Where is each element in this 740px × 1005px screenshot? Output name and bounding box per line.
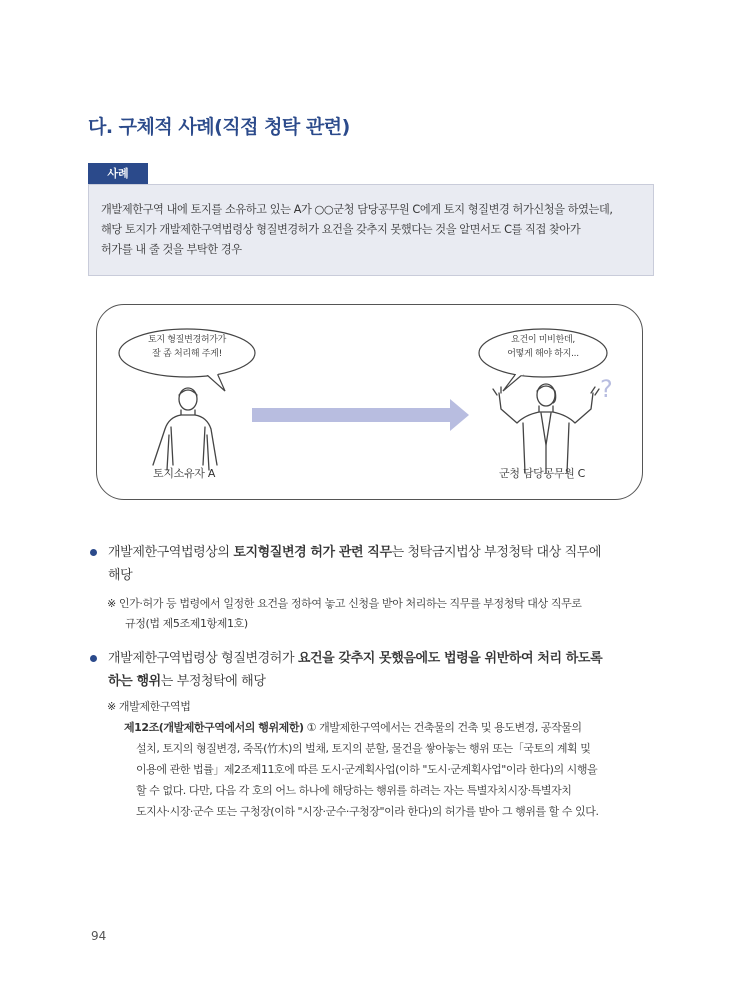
law-line-2: 설치, 토지의 형질변경, 죽목(竹木)의 벌채, 토지의 분할, 물건을 쌓아놓는 행위 또는「국토의 계획 및: [136, 742, 591, 755]
bullet-item-1: [90, 541, 670, 587]
law-line-5: 도지사·시장·군수 또는 구청장(이하 "시장·군수·구청장"이라 한다)의 허가를 받아 그 행위를 할 수 있다.: [136, 805, 599, 818]
right-bubble-text: [489, 333, 597, 361]
case-line-2: 해당 토지가 개발제한구역법령상 형질변경허가 요건을 갖추지 못했다는 것을 알면서도 C를 직접 찾아가: [101, 223, 581, 236]
right-bubble-line-1: 요건이 미비한데,: [511, 335, 575, 345]
page-number: 94: [91, 929, 107, 943]
illustration-panel: [96, 304, 643, 500]
law-line-3: 이용에 관한 법률」제2조제11호에 따른 도시·군계획사업(이하 "도시·군계획사업"이라 한다)의 시행을: [136, 763, 598, 776]
right-bubble-line-2: 어떻게 해야 하지...: [507, 349, 579, 359]
case-box: [88, 184, 654, 276]
law-article: [124, 717, 658, 822]
bullet1-bold: 토지형질변경 허가 관련 직무: [233, 545, 392, 560]
law-article-title: 제12조(개발제한구역에서의 행위제한): [124, 721, 304, 734]
section-title: 다. 구체적 사례(직접 청탁 관련): [88, 116, 350, 138]
bullet1-line2: 해당: [108, 568, 133, 583]
note-1: [107, 594, 667, 634]
left-bubble-text: [131, 333, 243, 361]
case-line-1: 개발제한구역 내에 토지를 소유하고 있는 A가 ○○군청 담당공무원 C에게 토지 형질변경 허가신청을 하였는데,: [101, 203, 613, 216]
bullet1-pre: 개발제한구역법령상의: [108, 545, 234, 560]
question-mark-icon: ?: [600, 375, 613, 403]
law-line-4: 할 수 없다. 다만, 다음 각 호의 어느 하나에 해당하는 행위를 하려는 자는 특별자치시장·특별자치: [136, 784, 572, 797]
bullet-dot-icon: [90, 549, 97, 556]
left-bubble-line-1: 토지 형질변경허가가: [147, 335, 227, 345]
bullet2-post: 는 부정청탁에 해당: [160, 674, 266, 689]
law-line-1: ① 개발제한구역에서는 건축물의 건축 및 용도변경, 공작물의: [303, 721, 582, 734]
bullet2-bold2: 하는 행위: [108, 674, 161, 689]
note-2-title: ※ 개발제한구역법: [107, 700, 191, 713]
left-bubble-line-2: 잘 좀 처리해 주게!: [152, 349, 222, 359]
arrow-right-icon: [252, 399, 469, 431]
case-tag: 사례: [88, 163, 148, 184]
bullet-dot-icon: [90, 655, 97, 662]
bullet2-bold: 요건을 갖추지 못했음에도 법령을 위반하여 처리 하도록: [297, 651, 603, 666]
person-a-figure: [153, 388, 217, 470]
person-a-label: 토지소유자 A: [153, 467, 216, 480]
person-c-label: 군청 담당공무원 C: [499, 467, 586, 480]
bullet1-post: 는 청탁금지법상 부정청탁 대상 직무에: [391, 545, 602, 560]
note1-line1: ※ 인가·허가 등 법령에서 일정한 요건을 정하여 놓고 신청을 받아 처리하는 직무를 부정청탁 대상 직무로: [107, 597, 582, 610]
note1-line2: 규정(법 제5조제1항제1호): [125, 617, 248, 630]
person-c-figure: [493, 384, 599, 473]
bullet2-pre: 개발제한구역법령상 형질변경허가: [108, 651, 298, 666]
case-line-3: 허가를 내 줄 것을 부탁한 경우: [101, 243, 242, 256]
bullet-item-2: [90, 647, 670, 693]
